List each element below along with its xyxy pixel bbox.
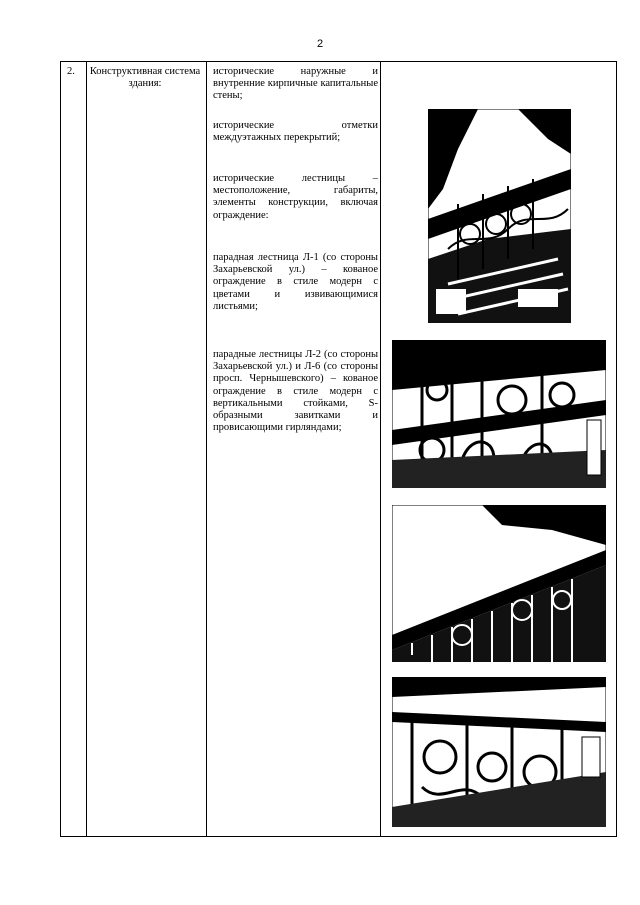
column-divider <box>380 62 381 836</box>
staircase-railing-photo-1 <box>428 109 571 323</box>
staircase-railing-photo-4 <box>392 677 606 827</box>
item-staircases: исторические лестницы – местоположение, габариты, элементы конструкции, включая ограждение: <box>213 173 378 221</box>
item-walls: исторические наружные и внутренние кирпичные капитальные стены; <box>213 66 378 102</box>
column-divider <box>206 62 207 836</box>
page-number: 2 <box>316 38 324 50</box>
staircase-railing-photo-2 <box>392 340 606 488</box>
item-staircases-l2-l6: парадные лестницы Л-2 (со стороны Захарьевской ул.) и Л-6 (со стороны просп. Чернышевского) – кованое ограждение в стиле модерн с вертикальными стойками, S-образными завитками и провисающими гирляндами; <box>213 349 378 434</box>
item-staircase-l1: парадная лестница Л-1 (со стороны Захарьевской ул.) – кованое ограждение в стиле модерн с цветами и извивающимися листьями; <box>213 252 378 312</box>
item-floor-levels: исторические отметки междуэтажных перекрытий; <box>213 120 378 144</box>
column-divider <box>86 62 87 836</box>
staircase-railing-photo-3 <box>392 505 606 662</box>
features-table <box>60 61 617 837</box>
row-title: Конструктивная система здания: <box>89 66 201 89</box>
row-number: 2. <box>67 66 75 77</box>
